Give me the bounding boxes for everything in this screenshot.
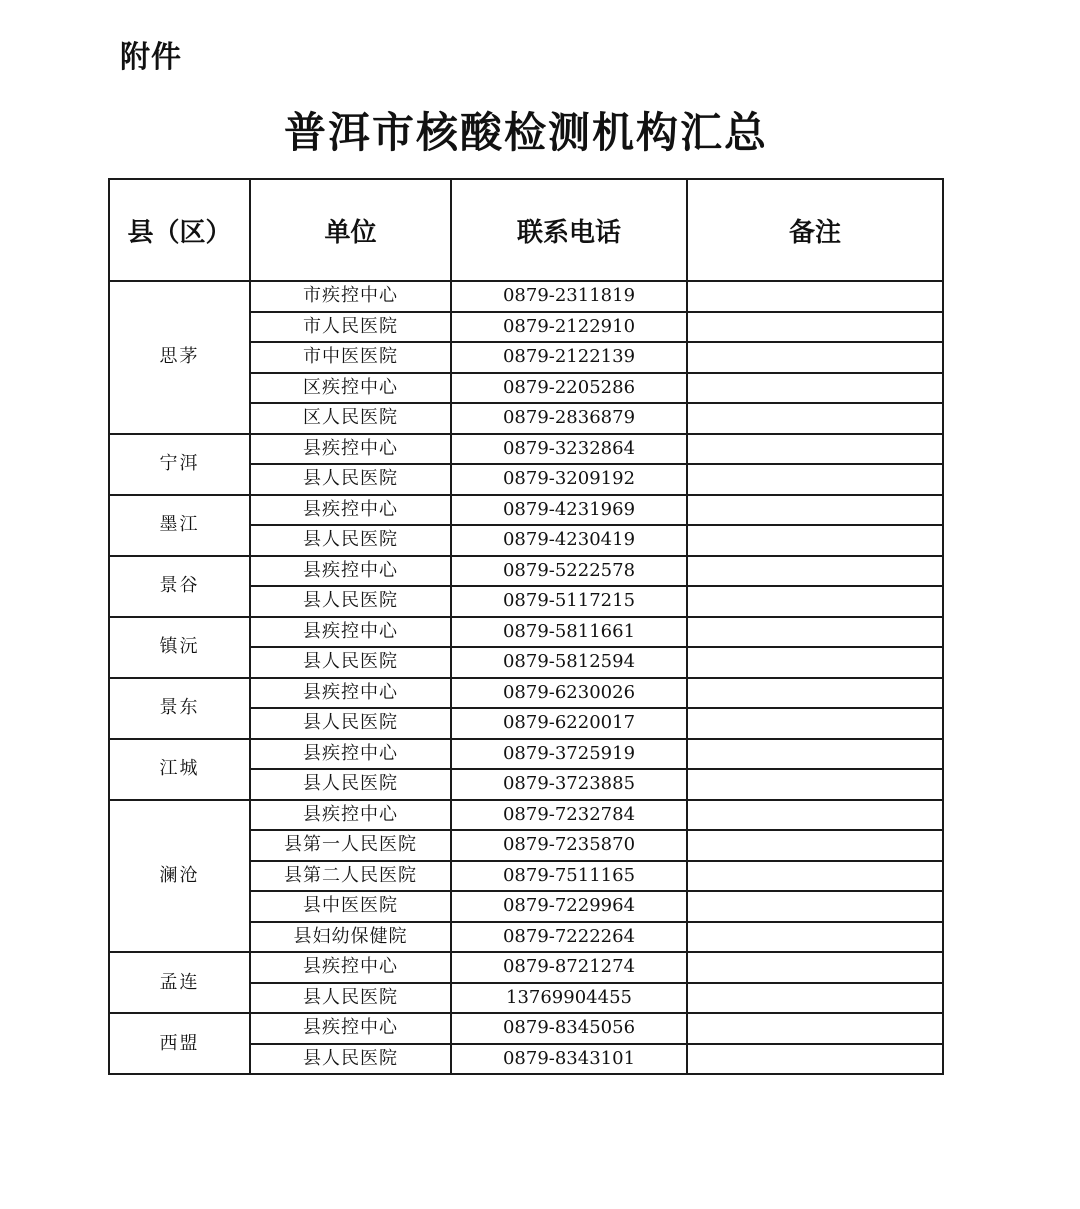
phone-cell: 0879-5811661 bbox=[451, 617, 687, 648]
county-cell: 澜沧 bbox=[109, 800, 250, 953]
table-row bbox=[109, 434, 943, 465]
phone-cell: 0879-8345056 bbox=[451, 1013, 687, 1044]
unit-cell: 县中医医院 bbox=[250, 891, 451, 922]
unit-cell: 县人民医院 bbox=[250, 586, 451, 617]
table-row bbox=[109, 281, 943, 312]
table-row bbox=[109, 739, 943, 770]
phone-cell: 0879-5812594 bbox=[451, 647, 687, 678]
remark-cell bbox=[687, 586, 943, 617]
unit-cell: 市人民医院 bbox=[250, 312, 451, 343]
phone-cell: 0879-6230026 bbox=[451, 678, 687, 709]
table-row bbox=[109, 678, 943, 709]
table-body bbox=[109, 281, 943, 1074]
unit-cell: 县疾控中心 bbox=[250, 556, 451, 587]
phone-cell: 0879-3232864 bbox=[451, 434, 687, 465]
remark-cell bbox=[687, 1013, 943, 1044]
remark-cell bbox=[687, 312, 943, 343]
unit-cell: 县人民医院 bbox=[250, 769, 451, 800]
header-county: 县（区） bbox=[109, 179, 250, 281]
table-row bbox=[109, 617, 943, 648]
phone-cell: 0879-7235870 bbox=[451, 830, 687, 861]
table-row bbox=[109, 800, 943, 831]
phone-cell: 0879-8721274 bbox=[451, 952, 687, 983]
remark-cell bbox=[687, 1044, 943, 1075]
unit-cell: 县第一人民医院 bbox=[250, 830, 451, 861]
unit-cell: 县第二人民医院 bbox=[250, 861, 451, 892]
phone-cell: 0879-7511165 bbox=[451, 861, 687, 892]
header-unit: 单位 bbox=[250, 179, 451, 281]
unit-cell: 县疾控中心 bbox=[250, 739, 451, 770]
unit-cell: 县人民医院 bbox=[250, 464, 451, 495]
county-cell: 墨江 bbox=[109, 495, 250, 556]
remark-cell bbox=[687, 617, 943, 648]
remark-cell bbox=[687, 922, 943, 953]
table-row bbox=[109, 1013, 943, 1044]
unit-cell: 县疾控中心 bbox=[250, 434, 451, 465]
remark-cell bbox=[687, 403, 943, 434]
unit-cell: 县疾控中心 bbox=[250, 495, 451, 526]
header-row bbox=[109, 179, 943, 281]
phone-cell: 0879-7229964 bbox=[451, 891, 687, 922]
phone-cell: 0879-4231969 bbox=[451, 495, 687, 526]
county-cell: 景东 bbox=[109, 678, 250, 739]
unit-cell: 县疾控中心 bbox=[250, 678, 451, 709]
county-cell: 孟连 bbox=[109, 952, 250, 1013]
remark-cell bbox=[687, 891, 943, 922]
remark-cell bbox=[687, 769, 943, 800]
phone-cell: 0879-3723885 bbox=[451, 769, 687, 800]
remark-cell bbox=[687, 678, 943, 709]
county-cell: 江城 bbox=[109, 739, 250, 800]
phone-cell: 0879-2122910 bbox=[451, 312, 687, 343]
header-phone: 联系电话 bbox=[451, 179, 687, 281]
remark-cell bbox=[687, 708, 943, 739]
remark-cell bbox=[687, 342, 943, 373]
remark-cell bbox=[687, 281, 943, 312]
unit-cell: 市疾控中心 bbox=[250, 281, 451, 312]
remark-cell bbox=[687, 861, 943, 892]
unit-cell: 区人民医院 bbox=[250, 403, 451, 434]
unit-cell: 县人民医院 bbox=[250, 1044, 451, 1075]
unit-cell: 县疾控中心 bbox=[250, 800, 451, 831]
remark-cell bbox=[687, 983, 943, 1014]
remark-cell bbox=[687, 464, 943, 495]
table-row bbox=[109, 495, 943, 526]
phone-cell: 0879-5117215 bbox=[451, 586, 687, 617]
unit-cell: 区疾控中心 bbox=[250, 373, 451, 404]
remark-cell bbox=[687, 739, 943, 770]
phone-cell: 0879-3209192 bbox=[451, 464, 687, 495]
phone-cell: 0879-4230419 bbox=[451, 525, 687, 556]
remark-cell bbox=[687, 647, 943, 678]
remark-cell bbox=[687, 525, 943, 556]
phone-cell: 0879-3725919 bbox=[451, 739, 687, 770]
county-cell: 镇沅 bbox=[109, 617, 250, 678]
remark-cell bbox=[687, 434, 943, 465]
phone-cell: 0879-2122139 bbox=[451, 342, 687, 373]
unit-cell: 县妇幼保健院 bbox=[250, 922, 451, 953]
county-cell: 宁洱 bbox=[109, 434, 250, 495]
phone-cell: 0879-2205286 bbox=[451, 373, 687, 404]
county-cell: 景谷 bbox=[109, 556, 250, 617]
remark-cell bbox=[687, 495, 943, 526]
remark-cell bbox=[687, 830, 943, 861]
testing-institutions-table bbox=[108, 178, 944, 1075]
unit-cell: 县疾控中心 bbox=[250, 617, 451, 648]
table-row bbox=[109, 952, 943, 983]
county-cell: 西盟 bbox=[109, 1013, 250, 1074]
remark-cell bbox=[687, 952, 943, 983]
unit-cell: 县疾控中心 bbox=[250, 1013, 451, 1044]
county-cell: 思茅 bbox=[109, 281, 250, 434]
phone-cell: 0879-7222264 bbox=[451, 922, 687, 953]
unit-cell: 县人民医院 bbox=[250, 525, 451, 556]
header-remark: 备注 bbox=[687, 179, 943, 281]
phone-cell: 0879-5222578 bbox=[451, 556, 687, 587]
phone-cell: 0879-2836879 bbox=[451, 403, 687, 434]
unit-cell: 县人民医院 bbox=[250, 647, 451, 678]
unit-cell: 县疾控中心 bbox=[250, 952, 451, 983]
attachment-label: 附件 bbox=[120, 40, 182, 75]
unit-cell: 市中医医院 bbox=[250, 342, 451, 373]
remark-cell bbox=[687, 800, 943, 831]
table-row bbox=[109, 556, 943, 587]
phone-cell: 13769904455 bbox=[451, 983, 687, 1014]
phone-cell: 0879-2311819 bbox=[451, 281, 687, 312]
unit-cell: 县人民医院 bbox=[250, 708, 451, 739]
phone-cell: 0879-8343101 bbox=[451, 1044, 687, 1075]
unit-cell: 县人民医院 bbox=[250, 983, 451, 1014]
remark-cell bbox=[687, 373, 943, 404]
phone-cell: 0879-6220017 bbox=[451, 708, 687, 739]
remark-cell bbox=[687, 556, 943, 587]
table-header bbox=[109, 179, 943, 281]
phone-cell: 0879-7232784 bbox=[451, 800, 687, 831]
document-title: 普洱市核酸检测机构汇总 bbox=[283, 108, 768, 157]
